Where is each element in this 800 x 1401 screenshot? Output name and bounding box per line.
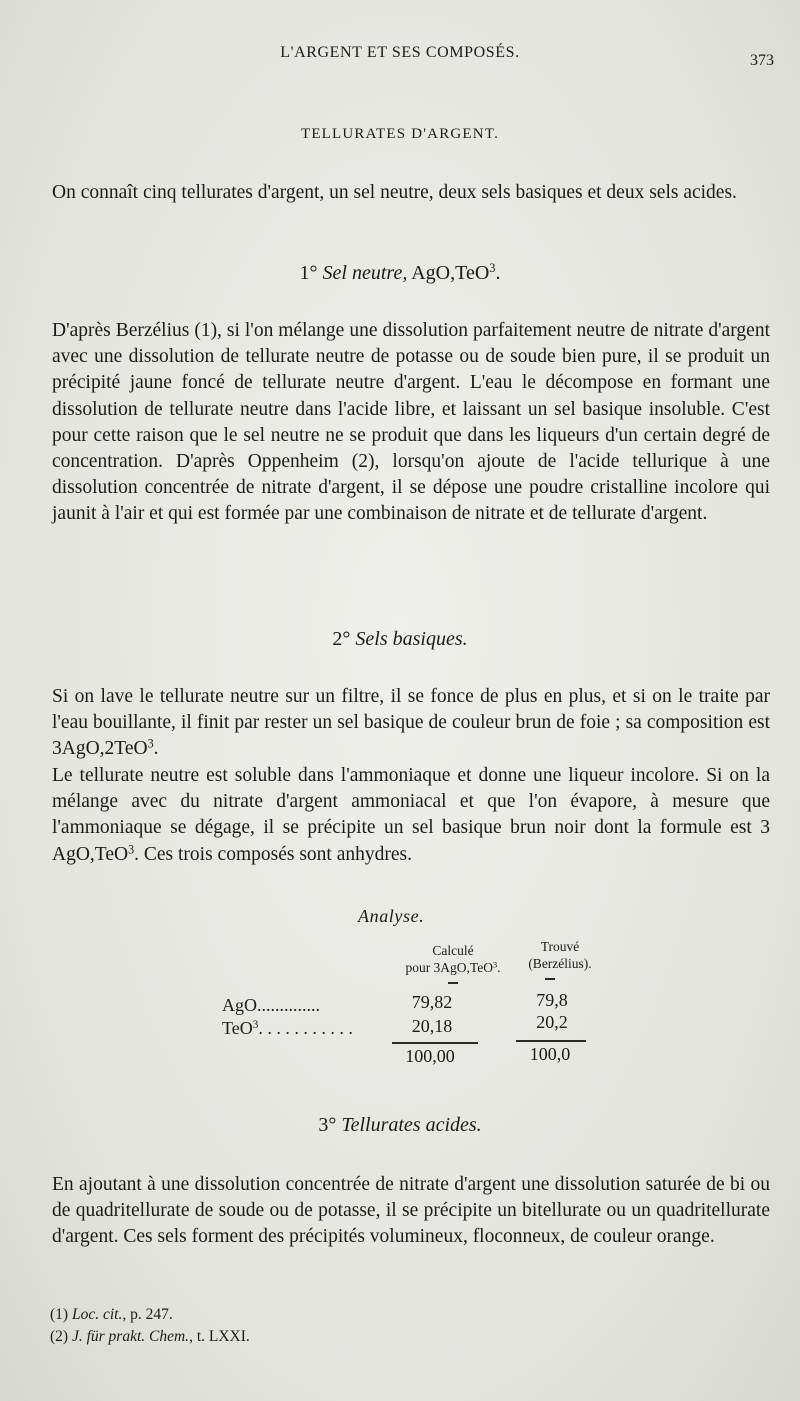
found-header-line2: (Berzélius). — [528, 956, 592, 971]
subheading-title: Sels basiques. — [355, 628, 468, 650]
paragraph-acides: En ajoutant à une dissolution concentrée de nitrate d'argent une dissolution saturée de bi ou de quadritellurate de soude ou de potasse, il se précipite un bitellurate ou un quadritellurate d'argent. Ces sels forment des précipités volumineux, floconneux, de couleur orange. — [52, 1174, 770, 1248]
found-sum-rule — [516, 1040, 586, 1042]
calc-total: 100,00 — [405, 1046, 455, 1066]
analyse-title: Analyse. — [358, 906, 425, 926]
subheading-sel-neutre — [0, 262, 800, 285]
paragraph-text: Si on lave le tellurate neutre sur un filtre, il se fonce de plus en plus, et si on le traite par l'eau bouillante, il finit par rester un sel basique de couleur brun de foie ; sa composition est 3AgO,2TeO — [52, 686, 770, 760]
subheading-number: 2° — [332, 628, 351, 650]
calc-header-line1: Calculé — [432, 943, 474, 958]
found-header-dash — [545, 978, 555, 980]
subheading-number: 1° — [299, 262, 318, 284]
formula-exponent: 3 — [128, 841, 135, 856]
formula-exponent: 3 — [489, 261, 496, 276]
table-row-label: AgO.............. — [222, 995, 320, 1015]
footnote-1: (1) Loc. cit., p. 247. — [50, 1306, 173, 1323]
calc-value: 79,82 — [411, 992, 453, 1012]
found-value: 20,2 — [536, 1012, 568, 1032]
paragraph-end: . Ces trois composés sont anhydres. — [134, 843, 412, 865]
found-column-header — [510, 938, 610, 972]
paragraph-basique-1 — [52, 684, 770, 763]
table-row-label: TeO$^3$. . . . . . . . . . . — [222, 1018, 353, 1038]
formula-exponent: 3 — [147, 736, 154, 751]
formula-period: . — [495, 262, 501, 284]
subheading-sels-basiques — [0, 628, 800, 651]
paragraph-end: . — [153, 738, 159, 760]
calc-value: 20,18 — [411, 1016, 453, 1036]
paragraph-basique-2 — [52, 763, 770, 868]
calc-header-dash — [448, 982, 458, 984]
subheading-formula: AgO,TeO — [411, 262, 490, 284]
subheading-title: Tellurates acides. — [341, 1114, 482, 1136]
paragraph-text: Le tellurate neutre est soluble dans l'ammoniaque et donne une liqueur incolore. Si on la mélange avec du nitrate d'argent ammoniacal et que l'on évapore, à mesure que l'ammoniaque se dégage, il se précipite un sel basique brun noir dont la formule est 3 AgO,TeO — [52, 765, 770, 865]
subheading-number: 3° — [318, 1114, 337, 1136]
calc-column-header — [398, 942, 508, 976]
paragraph-sel-neutre: D'après Berzélius (1), si l'on mélange une dissolution parfaitement neutre de nitrate d'argent avec une dissolution de tellurate neutre de potasse ou de soude bien pure, il se produit un précipité jaune foncé de tellurate neutre d'argent. L'eau le décompose en formant une dissolution de tellurate neutre dans l'acide libre, et laissant un sel basique insoluble. C'est pour cette raison que le sel neutre ne se produit que dans les liqueurs d'un certain degré de concentration. D'après Oppenheim (2), lorsqu'on ajoute de l'acide tellurique à une dissolution concentrée de nitrate d'argent, il se dépose une poudre cristalline incolore qui jaunit à l'air et qui est formée par une combinaison de nitrate et de tellurate d'argent. — [52, 320, 770, 525]
found-header-line1: Trouvé — [540, 939, 580, 954]
calc-sum-rule — [392, 1042, 478, 1044]
footnote-2: (2) J. für prakt. Chem., t. LXXI. — [50, 1328, 250, 1345]
running-title: L'ARGENT ET SES COMPOSÉS. — [280, 44, 520, 61]
calc-header-line2: pour 3AgO,TeO$^3$. — [405, 960, 501, 975]
found-value: 79,8 — [536, 990, 568, 1010]
intro-paragraph: On connaît cinq tellurates d'argent, un sel neutre, deux sels basiques et deux sels acides. — [52, 182, 737, 203]
section-title: TELLURATES D'ARGENT. — [300, 126, 500, 142]
page-number: 373 — [750, 52, 774, 69]
subheading-title: Sel neutre, — [322, 262, 408, 284]
subheading-tellurates-acides — [0, 1114, 800, 1137]
found-total: 100,0 — [529, 1044, 571, 1064]
